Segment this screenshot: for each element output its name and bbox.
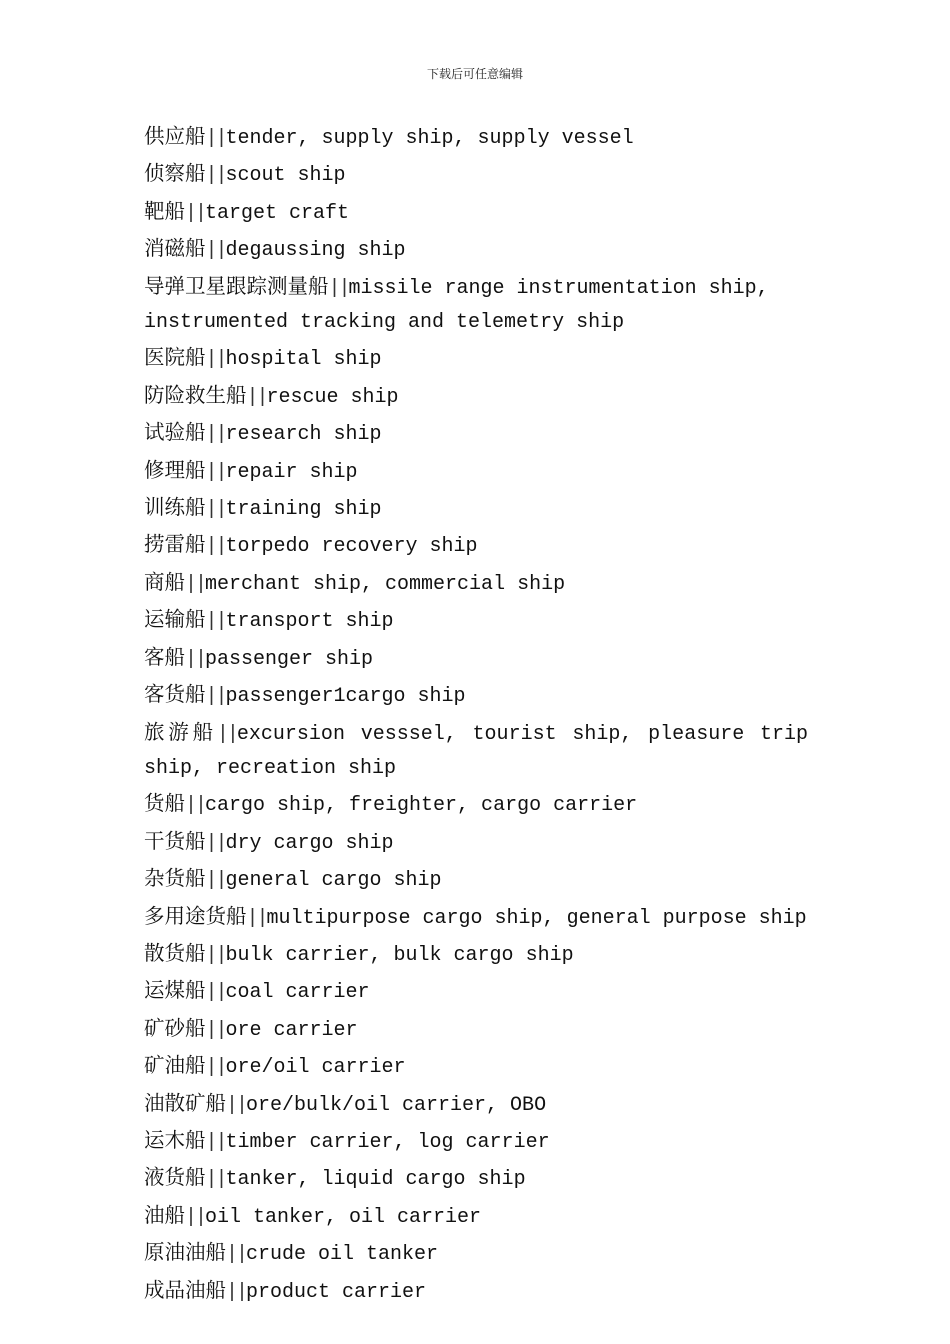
term-separator: || <box>205 460 226 484</box>
glossary-entry <box>144 640 808 677</box>
term-separator: || <box>246 906 267 930</box>
chinese-term: 运输船 <box>144 607 206 632</box>
term-separator: || <box>185 1205 206 1229</box>
glossary-entry <box>144 1123 808 1160</box>
english-term: oil tanker, oil carrier <box>205 1205 482 1229</box>
glossary-entry <box>144 1048 808 1085</box>
glossary-entry <box>144 490 808 527</box>
english-term: ore carrier <box>225 1018 358 1042</box>
english-term: degaussing ship <box>225 239 406 263</box>
english-term: general cargo ship <box>225 869 442 893</box>
glossary-entry <box>144 786 808 823</box>
glossary-entry <box>144 602 808 639</box>
english-term: ore/oil carrier <box>225 1056 406 1080</box>
chinese-term: 原油油船 <box>144 1240 226 1265</box>
term-separator: || <box>205 610 226 634</box>
glossary-entry <box>144 415 808 452</box>
term-separator: || <box>216 722 237 746</box>
chinese-term: 干货船 <box>144 828 206 853</box>
chinese-term: 旅游船 <box>144 719 217 744</box>
chinese-term: 靶船 <box>144 198 185 223</box>
term-separator: || <box>226 1093 247 1117</box>
english-term: tender, supply ship, supply vessel <box>225 127 634 150</box>
glossary-entry <box>144 861 808 898</box>
glossary-entry <box>144 1086 808 1123</box>
chinese-term: 运木船 <box>144 1127 206 1152</box>
english-term: torpedo recovery ship <box>225 535 478 559</box>
english-term: missile range instrumentation ship, instrumented tracking and telemetry ship <box>144 276 769 335</box>
glossary-entry <box>144 936 808 973</box>
term-separator: || <box>246 385 267 409</box>
english-term: transport ship <box>225 610 394 634</box>
chinese-term: 侦察船 <box>144 161 206 186</box>
chinese-term: 捞雷船 <box>144 532 206 557</box>
english-term: multipurpose cargo ship, general purpose ship <box>266 906 807 930</box>
term-separator: || <box>185 201 206 225</box>
english-term: bulk carrier, bulk cargo ship <box>225 943 574 967</box>
page-header: 下载后可任意编辑 <box>426 67 523 81</box>
chinese-term: 商船 <box>144 569 185 594</box>
chinese-term: 散货船 <box>144 940 206 965</box>
chinese-term: 医院船 <box>144 345 206 370</box>
glossary-entry <box>144 231 808 268</box>
chinese-term: 液货船 <box>144 1165 206 1190</box>
glossary-entry <box>144 119 808 156</box>
term-separator: || <box>205 535 226 559</box>
english-term: excursion vesssel, tourist ship, pleasure trip ship, recreation ship <box>144 722 809 780</box>
term-separator: || <box>205 1056 226 1080</box>
glossary-entry <box>144 973 808 1010</box>
english-term: scout ship <box>225 164 346 188</box>
term-separator: || <box>205 831 226 855</box>
chinese-term: 消磁船 <box>144 236 206 261</box>
glossary-entry <box>144 1160 808 1197</box>
chinese-term: 杂货船 <box>144 866 206 891</box>
glossary-entry <box>144 565 808 602</box>
term-separator: || <box>205 869 226 893</box>
english-term: tanker, liquid cargo ship <box>225 1168 526 1192</box>
glossary-entry <box>144 194 808 231</box>
chinese-term: 训练船 <box>144 495 206 520</box>
term-separator: || <box>185 794 206 818</box>
english-term: coal carrier <box>225 981 370 1005</box>
english-term: research ship <box>225 423 382 447</box>
chinese-term: 油散矿船 <box>144 1090 226 1115</box>
chinese-term: 导弹卫星跟踪测量船 <box>144 273 329 298</box>
glossary-entry <box>144 715 808 787</box>
chinese-term: 试验船 <box>144 420 206 445</box>
term-separator: || <box>205 943 226 967</box>
english-term: passenger ship <box>205 647 374 671</box>
glossary-entry <box>144 1235 808 1272</box>
glossary-entry <box>144 824 808 861</box>
term-separator: || <box>205 423 226 447</box>
term-separator: || <box>205 348 226 372</box>
glossary-entry <box>144 269 808 341</box>
chinese-term: 防险救生船 <box>144 382 247 407</box>
chinese-term: 客货船 <box>144 682 206 707</box>
term-separator: || <box>205 127 226 150</box>
glossary-entry <box>144 156 808 193</box>
term-separator: || <box>205 1018 226 1042</box>
english-term: crude oil tanker <box>246 1243 439 1267</box>
term-separator: || <box>205 685 226 709</box>
term-separator: || <box>205 498 226 522</box>
chinese-term: 运煤船 <box>144 978 206 1003</box>
english-term: dry cargo ship <box>225 831 394 855</box>
english-term: hospital ship <box>225 348 382 372</box>
english-term: timber carrier, log carrier <box>225 1130 550 1154</box>
term-separator: || <box>226 1243 247 1267</box>
glossary-entry <box>144 677 808 714</box>
glossary-entry <box>144 527 808 564</box>
chinese-term: 矿油船 <box>144 1053 206 1078</box>
chinese-term: 矿砂船 <box>144 1015 206 1040</box>
english-term: target craft <box>205 201 350 225</box>
glossary-entry <box>144 378 808 415</box>
term-separator: || <box>205 1168 226 1192</box>
term-separator: || <box>205 239 226 263</box>
glossary-entry <box>144 1011 808 1048</box>
glossary-list <box>144 119 808 1310</box>
chinese-term: 成品油船 <box>144 1277 226 1302</box>
english-term: cargo ship, freighter, cargo carrier <box>205 794 638 818</box>
term-separator: || <box>205 981 226 1005</box>
glossary-entry <box>144 340 808 377</box>
term-separator: || <box>185 572 206 596</box>
glossary-entry <box>144 453 808 490</box>
term-separator: || <box>328 276 349 300</box>
english-term: repair ship <box>225 460 358 484</box>
glossary-entry <box>144 1273 808 1310</box>
english-term: passenger1cargo ship <box>225 685 466 709</box>
chinese-term: 多用途货船 <box>144 903 247 928</box>
chinese-term: 客船 <box>144 644 185 669</box>
chinese-term: 修理船 <box>144 457 206 482</box>
term-separator: || <box>205 1130 226 1154</box>
chinese-term: 货船 <box>144 791 185 816</box>
english-term: merchant ship, commercial ship <box>205 572 566 596</box>
chinese-term: 供应船 <box>144 124 206 148</box>
english-term: rescue ship <box>266 385 399 409</box>
term-separator: || <box>205 164 226 188</box>
term-separator: || <box>185 647 206 671</box>
chinese-term: 油船 <box>144 1202 185 1227</box>
english-term: training ship <box>225 498 382 522</box>
english-term: product carrier <box>246 1280 427 1304</box>
glossary-entry <box>144 899 808 936</box>
english-term: ore/bulk/oil carrier, OBO <box>246 1093 547 1117</box>
glossary-entry <box>144 1198 808 1235</box>
term-separator: || <box>226 1280 247 1304</box>
